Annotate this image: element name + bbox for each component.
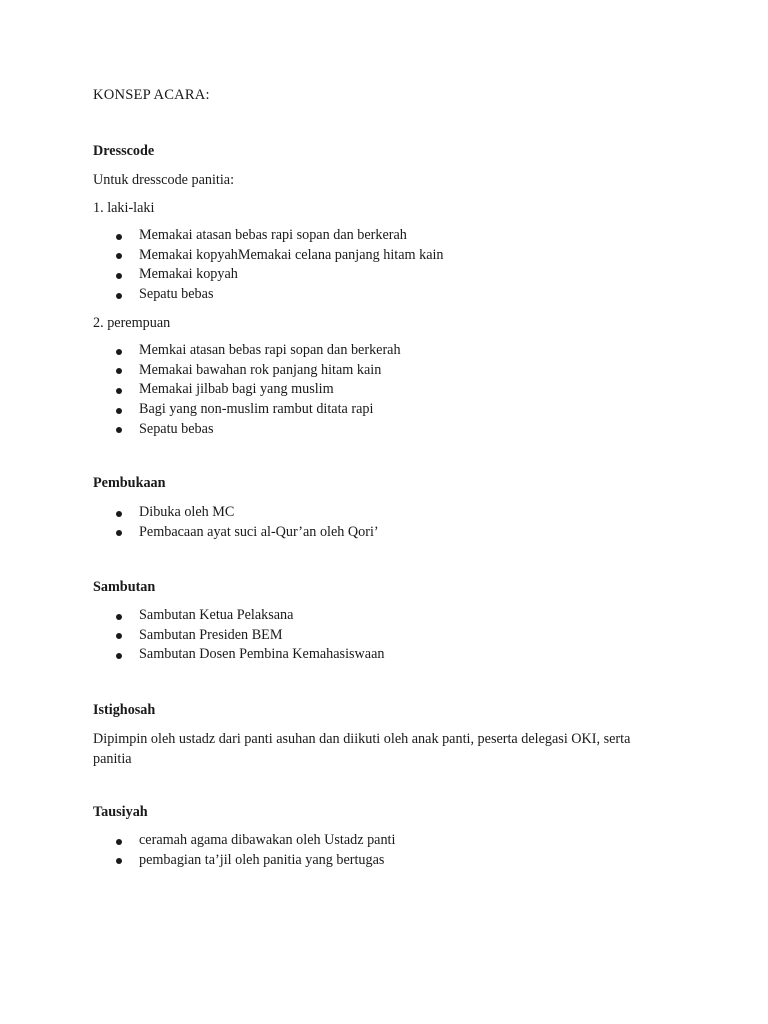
- bullet-icon: [116, 511, 122, 517]
- list-item: Memakai atasan bebas rapi sopan dan berkerah: [93, 226, 444, 246]
- list-item: Sambutan Presiden BEM: [93, 626, 384, 646]
- dresscode-perempuan-list: [93, 341, 401, 439]
- bullet-icon: [116, 633, 122, 639]
- list-item: Memakai bawahan rok panjang hitam kain: [93, 361, 401, 381]
- section-heading-pembukaan: Pembukaan: [93, 475, 166, 491]
- section-heading-istighosah: Istighosah: [93, 702, 156, 718]
- dresscode-laki-list: [93, 226, 444, 305]
- section-heading-tausiyah: Tausiyah: [93, 804, 148, 820]
- bullet-icon: [116, 293, 122, 299]
- section-heading-dresscode: Dresscode: [93, 143, 155, 159]
- list-item: Pembacaan ayat suci al-Qur’an oleh Qori’: [93, 523, 379, 543]
- list-item: Memakai jilbab bagi yang muslim: [93, 380, 401, 400]
- bullet-icon: [116, 368, 122, 374]
- bullet-icon: [116, 349, 122, 355]
- bullet-icon: [116, 234, 122, 240]
- dresscode-perempuan-label: 2. perempuan: [93, 315, 171, 331]
- dresscode-laki-label: 1. laki-laki: [93, 200, 155, 216]
- list-item: Memakai kopyah: [93, 265, 444, 285]
- bullet-icon: [116, 530, 122, 536]
- list-item: Sepatu bebas: [93, 285, 444, 305]
- bullet-icon: [116, 253, 122, 259]
- list-item: Memkai atasan bebas rapi sopan dan berkerah: [93, 341, 401, 361]
- tausiyah-list: [93, 831, 395, 870]
- bullet-icon: [116, 388, 122, 394]
- list-item: Sambutan Ketua Pelaksana: [93, 606, 384, 626]
- list-item: Bagi yang non-muslim rambut ditata rapi: [93, 400, 401, 420]
- dresscode-intro: Untuk dresscode panitia:: [93, 172, 235, 188]
- list-item: Dibuka oleh MC: [93, 503, 379, 523]
- section-heading-sambutan: Sambutan: [93, 579, 156, 595]
- bullet-icon: [116, 858, 122, 864]
- sambutan-list: [93, 606, 384, 665]
- bullet-icon: [116, 427, 122, 433]
- bullet-icon: [116, 839, 122, 845]
- list-item: pembagian ta’jil oleh panitia yang bertugas: [93, 851, 395, 871]
- bullet-icon: [116, 614, 122, 620]
- document-title: KONSEP ACARA:: [93, 87, 210, 103]
- bullet-icon: [116, 408, 122, 414]
- list-item: Sambutan Dosen Pembina Kemahasiswaan: [93, 645, 384, 665]
- list-item: ceramah agama dibawakan oleh Ustadz panti: [93, 831, 395, 851]
- list-item: Memakai kopyahMemakai celana panjang hitam kain: [93, 246, 444, 266]
- bullet-icon: [116, 653, 122, 659]
- bullet-icon: [116, 273, 122, 279]
- istighosah-text: Dipimpin oleh ustadz dari panti asuhan dan diikuti oleh anak panti, peserta delegasi OKI, serta panitia: [93, 731, 631, 767]
- pembukaan-list: [93, 503, 379, 542]
- list-item: Sepatu bebas: [93, 420, 401, 440]
